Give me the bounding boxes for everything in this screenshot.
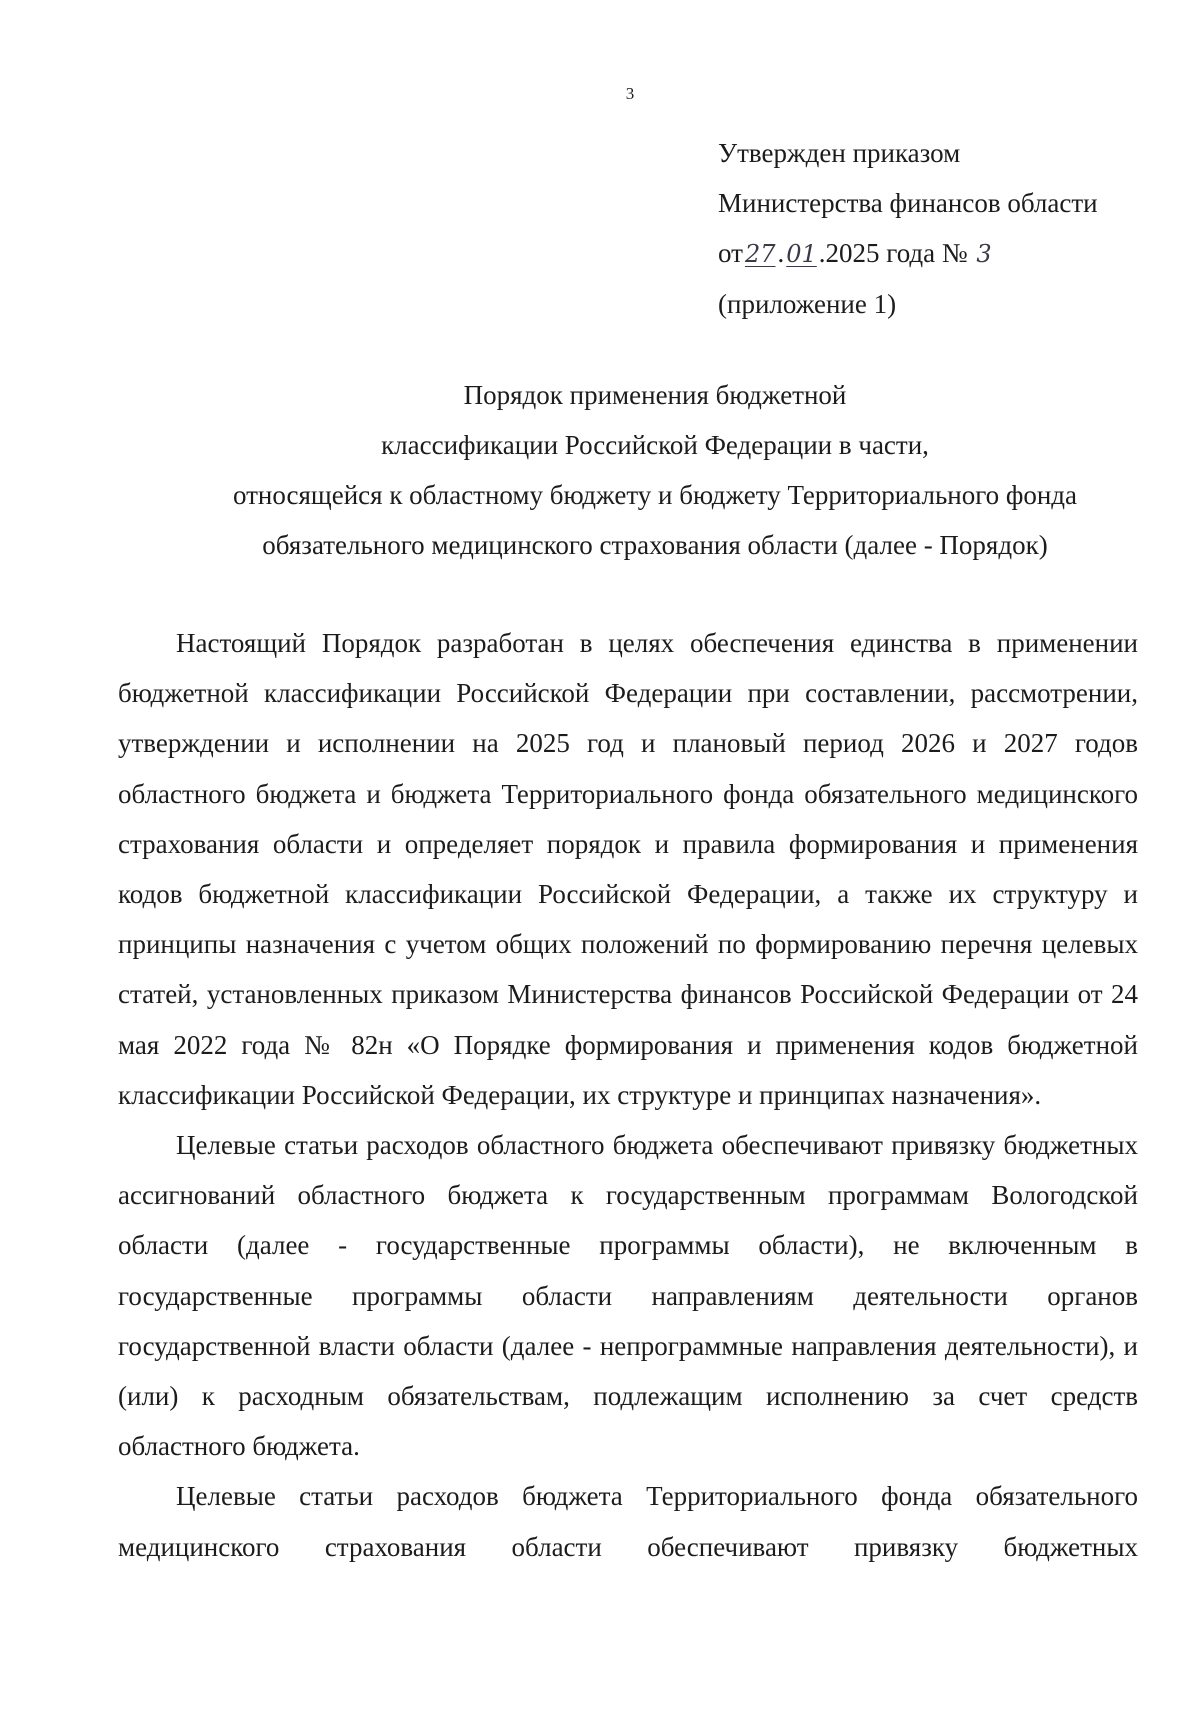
paragraph-1: Настоящий Порядок разработан в целях обеспечения единства в применении бюджетной классификации Российской Федерации при составлении, рассмотрении, утверждении и исполнении на 2025 год и плановый период 2026 и 2027 годов областного бюджета и бюджета Территориального фонда обязательного медицинского страхования области и определяет порядок и правила формирования и применения кодов бюджетной классификации Российской Федерации, а также их структуру и принципы назначения с учетом общих положений по формированию перечня целевых статей, установленных приказом Министерства финансов Российской Федерации от 24 мая 2022 года № 82н «О Порядке формирования и применения кодов бюджетной классификации Российской Федерации, их структуре и принципах назначения». [118,628,1138,1110]
approval-line-4: (приложение 1) [718,289,897,319]
document-title [160,370,1150,570]
approval-date-line [718,228,1178,279]
title-line-1: Порядок применения бюджетной [463,380,847,410]
date-suffix: .2025 года № [818,238,975,268]
title-line-4: обязательного медицинского страхования области (далее - Порядок) [262,530,1048,560]
handwritten-order-number: 3 [976,240,992,268]
handwritten-day: 27 [744,240,776,268]
paragraph-2: Целевые статьи расходов областного бюджета обеспечивают привязку бюджетных ассигнований областного бюджета к государственным программам Вологодской области (далее - государственные программы области), не включенным в государственные программы области направлениям деятельности органов государственной власти области (далее - непрограммные направления деятельности), и (или) к расходным обязательствам, подлежащим исполнению за счет средств областного бюджета. [118,1130,1138,1462]
approval-line-2: Министерства финансов области [718,188,1098,218]
paragraph-3: Целевые статьи расходов бюджета Территориального фонда обязательного медицинского страхования области обеспечивают привязку бюджетных [118,1481,1138,1562]
handwritten-month: 01 [786,240,817,268]
title-line-3: относящейся к областному бюджету и бюджету Территориального фонда [232,480,1078,510]
approval-line-1: Утвержден приказом [718,138,961,168]
date-prefix: от [718,238,743,268]
approval-stamp-block [718,128,1178,329]
page-number: 3 [625,84,635,103]
title-line-2: классификации Российской Федерации в части, [381,430,929,460]
date-separator: . [777,238,785,268]
document-body [118,618,1138,1572]
